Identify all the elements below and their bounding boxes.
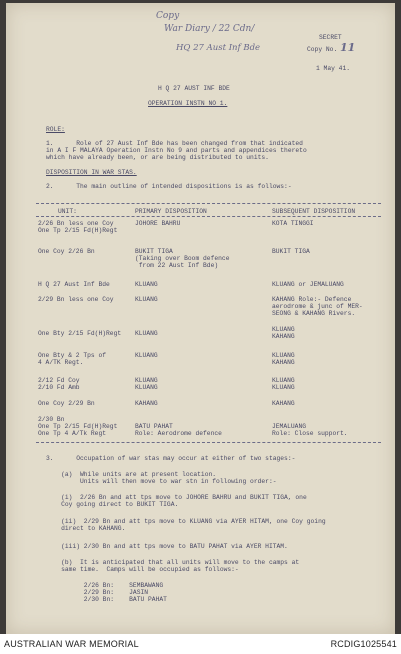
archive-footer (0, 634, 401, 654)
handwritten-note-war-diary: War Diary / 22 Cdn/ (164, 24, 255, 34)
row-subsequent: KLUANG or JEMALUANG (272, 281, 344, 288)
handwritten-note-copy: Copy (156, 11, 180, 21)
row-subsequent: JEMALUANG Role: Close support. (272, 423, 348, 437)
para3-intro: 3. Occupation of war stas may occur at either of two stages:- (46, 455, 296, 462)
row-primary: KLUANG (135, 330, 158, 337)
para3-iii: (iii) 2/30 Bn and att tps move to BATU PAHAT via AYER HITAM. (46, 543, 288, 550)
disposition-paragraph: 2. The main outline of intended dispositions is as follows:- (46, 183, 292, 190)
row-unit: 2/29 Bn less one Coy (38, 296, 114, 303)
row-primary: KLUANG KLUANG (135, 377, 158, 391)
row-unit: 2/26 Bn less one Coy One Tp 2/15 Fd(H)Regt (38, 220, 118, 234)
row-unit: One Coy 2/29 Bn (38, 400, 95, 407)
row-unit: 2/30 Bn One Tp 2/15 Fd(H)Regt One Tp 4 A/Tk Regt (38, 416, 118, 437)
row-unit: H Q 27 Aust Inf Bde (38, 281, 110, 288)
row-primary: KAHANG (135, 400, 158, 407)
document-title: H Q 27 AUST INF BDE (158, 85, 230, 92)
col-header-primary: PRIMARY DISPOSITION (135, 208, 207, 215)
table-top-rule (36, 203, 381, 204)
row-subsequent: KAHANG Role:- Defence aerodrome & junc of MER- SEONG & KAHANG Rivers. (272, 296, 363, 317)
row-subsequent: KOTA TINGGI (272, 220, 314, 227)
role-paragraph: 1. Role of 27 Aust Inf Bde has been changed from that indicated in A I F MALAYA Operation Instn No 9 and parts and appendices thereto which have already been, or are being distributed to units. (46, 140, 307, 161)
para3-b: (b) It is anticipated that all units will move to the camps at same time. Camps will be occupied as follows:- (61, 559, 300, 573)
row-primary: KLUANG (135, 281, 158, 288)
row-unit: 2/12 Fd Coy 2/10 Fd Amb (38, 377, 80, 391)
row-unit: One Coy 2/26 Bn (38, 248, 95, 255)
para3-i: (i) 2/26 Bn and att tps move to JOHORE BAHRU and BUKIT TIGA, one Coy going direct to BUKIT TIGA. (61, 494, 307, 508)
row-subsequent: KLUANG KLUANG (272, 377, 295, 391)
row-primary: BUKIT TIGA (Taking over Boom defence from 22 Aust Inf Bde) (135, 248, 230, 269)
footer-record-id: RCDIG1025541 (330, 639, 397, 649)
footer-institution: AUSTRALIAN WAR MEMORIAL (4, 639, 139, 649)
role-heading: ROLE: (46, 126, 65, 133)
row-primary: KLUANG (135, 352, 158, 359)
row-subsequent: KLUANG KAHANG (272, 326, 295, 340)
row-unit: One Bty & 2 Tps of 4 A/TK Regt. (38, 352, 107, 366)
row-unit: One Bty 2/15 Fd(H)Regt (38, 330, 122, 337)
row-primary: JOHORE BAHRU (135, 220, 181, 227)
handwritten-note-hq: HQ 27 Aust Inf Bde (176, 43, 261, 53)
row-subsequent: KLUANG KAHANG (272, 352, 295, 366)
para3-a: (a) While units are at present location. Units will then move to war stn in following order:- (61, 471, 277, 485)
col-header-subsequent: SUBSEQUENT DISPOSITION (272, 208, 356, 215)
document-date: 1 May 41. (316, 65, 351, 72)
document-page (6, 3, 395, 634)
copy-number-label: Copy No. (307, 46, 338, 53)
table-header-rule (36, 216, 381, 217)
camp-list: 2/26 Bn: SEMBAWANG 2/29 Bn: JASIN 2/30 Bn: BATU PAHAT (83, 582, 167, 603)
secret-marking: SECRET (319, 34, 342, 41)
copy-number-value: 11 (340, 41, 356, 54)
disposition-heading: DISPOSITION IN WAR STAS. (46, 169, 137, 176)
row-subsequent: BUKIT TIGA (272, 248, 310, 255)
col-header-unit: UNIT: (58, 208, 77, 215)
row-primary: KLUANG (135, 296, 158, 303)
row-subsequent: KAHANG (272, 400, 295, 407)
document-subtitle: OPERATION INSTN NO 1. (148, 100, 228, 107)
table-bottom-rule (36, 442, 381, 443)
row-primary: BATU PAHAT Role: Aerodrome defence (135, 423, 222, 437)
para3-ii: (ii) 2/29 Bn and att tps move to KLUANG via AYER HITAM, one Coy going direct to KAHANG. (61, 518, 326, 532)
